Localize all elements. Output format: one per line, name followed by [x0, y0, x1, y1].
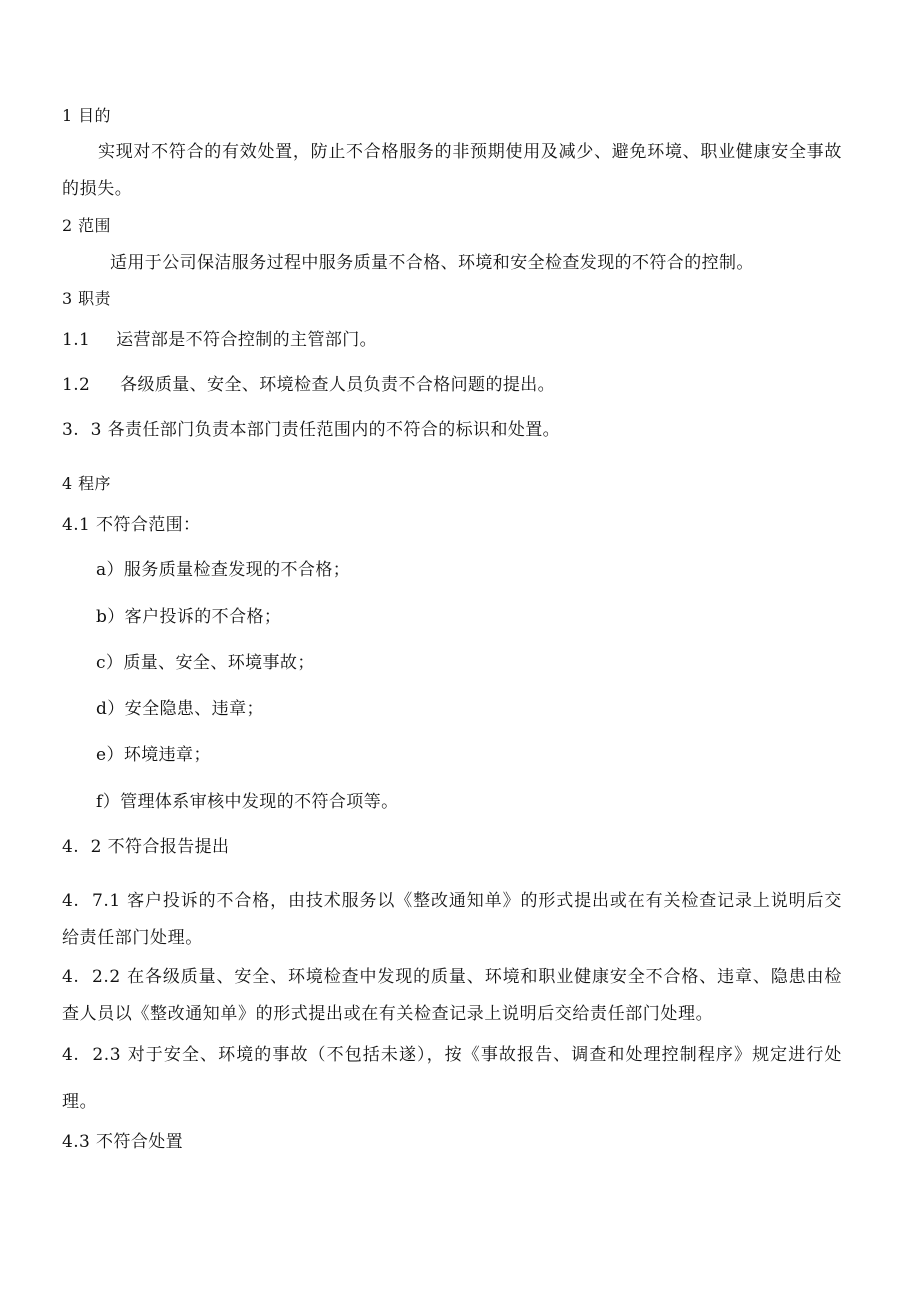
duty-item-text: 各责任部门负责本部门责任范围内的不符合的标识和处置。	[107, 420, 561, 440]
section-4-3-title: 4.3 不符合处置	[62, 1132, 184, 1152]
nonconformity-item-a: a）服务质量检查发现的不合格；	[96, 560, 351, 580]
section-4-1-title: 4.1 不符合范围：	[62, 515, 201, 535]
duty-item-1	[62, 330, 377, 350]
duty-item-number: 3. 3	[62, 420, 102, 440]
duty-item-2	[62, 375, 555, 395]
section-1-body: 实现对不符合的有效处置，防止不合格服务的非预期使用及减少、避免环境、职业健康安全事故的损失。	[62, 142, 842, 199]
report-item-1: 4. 7.1 客户投诉的不合格，由技术服务以《整改通知单》的形式提出或在有关检查记录上说明后交给责任部门处理。	[62, 891, 842, 948]
section-4-2-title: 4. 2 不符合报告提出	[62, 837, 230, 857]
section-2-title: 2 范围	[62, 216, 111, 235]
report-item-2: 4. 2.2 在各级质量、安全、环境检查中发现的质量、环境和职业健康安全不合格、违章、隐患由检查人员以《整改通知单》的形式提出或在有关检查记录上说明后交给责任部门处理。	[62, 967, 842, 1024]
section-2-body: 适用于公司保洁服务过程中服务质量不合格、环境和安全检查发现的不符合的控制。	[110, 253, 754, 273]
report-item-3: 4. 2.3 对于安全、环境的事故（不包括未遂），按《事故报告、调查和处理控制程序》规定进行处理。	[62, 1045, 842, 1112]
nonconformity-item-c: c）质量、安全、环境事故；	[96, 653, 315, 673]
nonconformity-item-e: e）环境违章；	[96, 745, 211, 765]
nonconformity-item-f: f）管理体系审核中发现的不符合项等。	[96, 792, 399, 812]
duty-item-number: 1.1	[62, 330, 91, 350]
section-1-title: 1 目的	[62, 106, 111, 125]
section-4-title: 4 程序	[62, 474, 111, 493]
duty-item-3	[62, 420, 560, 440]
section-3-title: 3 职责	[62, 289, 111, 308]
nonconformity-item-d: d）安全隐患、违章；	[96, 699, 264, 719]
duty-item-number: 1.2	[62, 375, 91, 395]
duty-item-text: 各级质量、安全、环境检查人员负责不合格问题的提出。	[120, 375, 556, 395]
nonconformity-item-b: b）客户投诉的不合格；	[96, 607, 282, 627]
duty-item-text: 运营部是不符合控制的主管部门。	[116, 330, 378, 350]
